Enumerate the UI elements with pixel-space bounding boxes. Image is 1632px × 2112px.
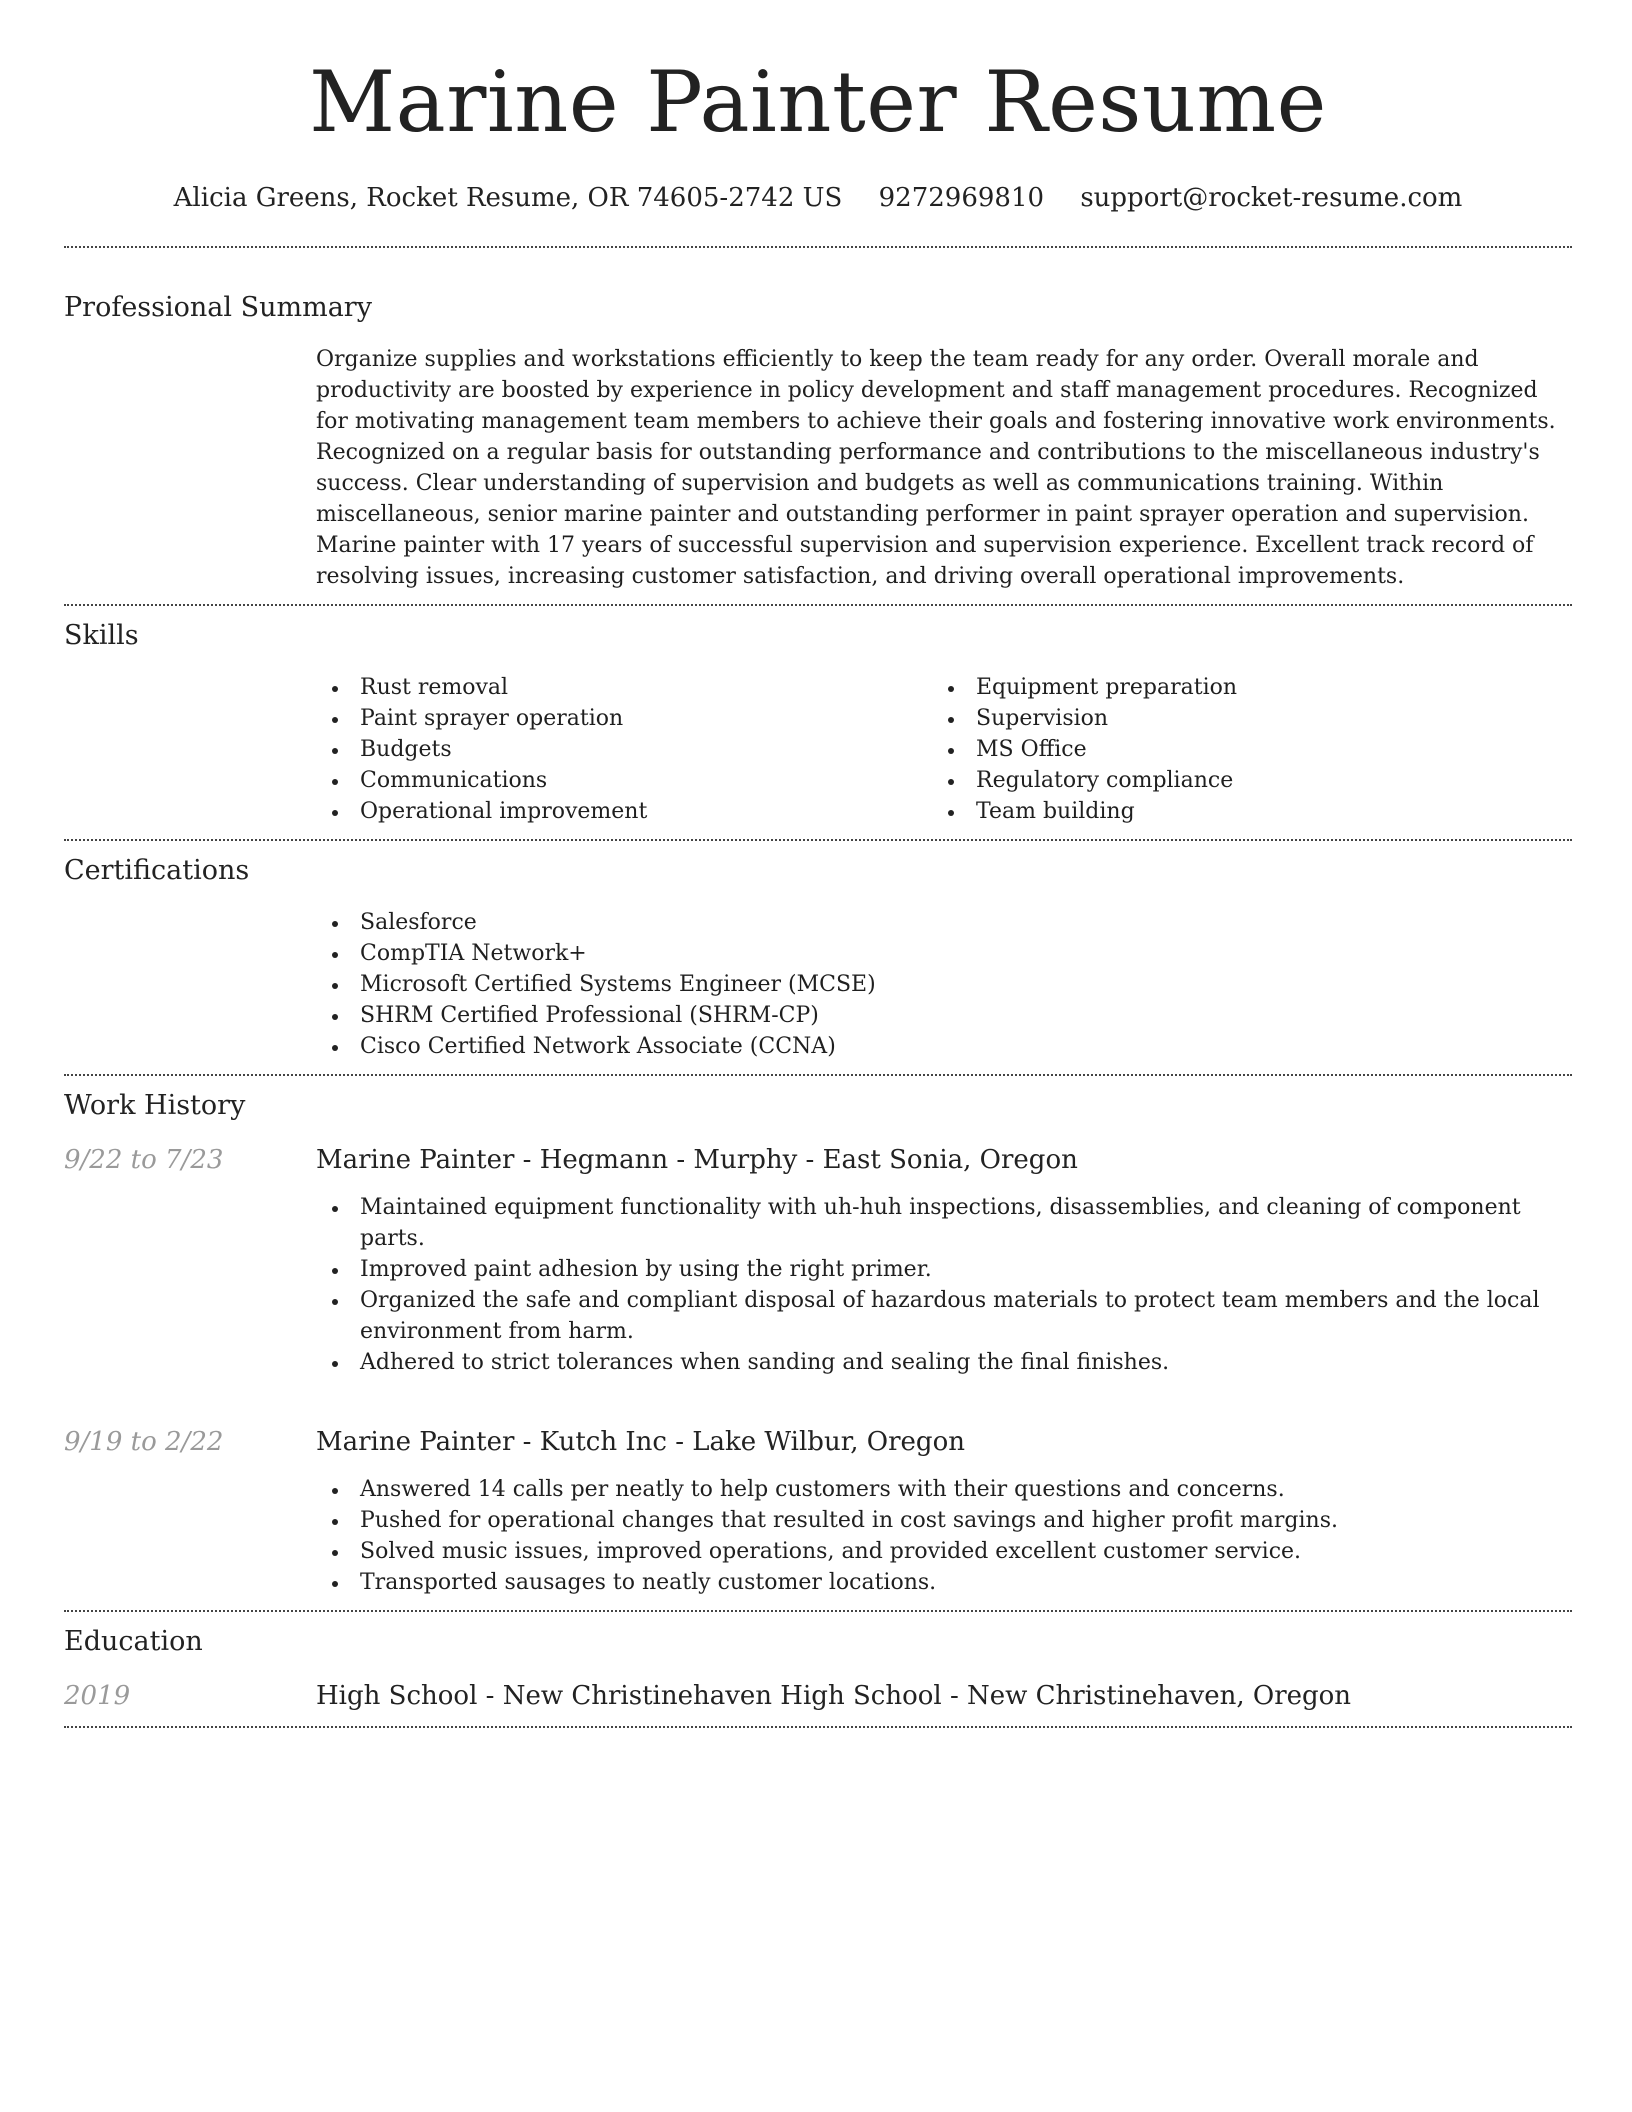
skill-item: MS Office [932, 734, 1548, 765]
skill-item: Regulatory compliance [932, 765, 1548, 796]
education-date: 2019 [64, 1681, 131, 1711]
skill-item: Communications [316, 765, 932, 796]
job-bullet: Improved paint adhesion by using the right primer. [316, 1254, 1572, 1285]
skill-item: Operational improvement [316, 796, 932, 827]
job-bullets [316, 1474, 1572, 1598]
education-heading: Education [64, 1626, 203, 1657]
certification-item: SHRM Certified Professional (SHRM-CP) [316, 1000, 1572, 1031]
job-headline: Marine Painter - Hegmann - Murphy - East Sonia, Oregon [316, 1145, 1078, 1175]
certification-item: Salesforce [316, 907, 1572, 938]
skill-item: Paint sprayer operation [316, 703, 932, 734]
skills-list-right [932, 672, 1548, 827]
job-bullet: Transported sausages to neatly customer locations. [316, 1567, 1572, 1598]
contact-email: support@rocket-resume.com [1080, 183, 1463, 213]
work-history-section [64, 1076, 1572, 1610]
resume-page [64, 0, 1572, 1728]
divider [64, 1726, 1572, 1728]
skill-item: Budgets [316, 734, 932, 765]
job-bullet: Solved music issues, improved operations, and provided excellent customer service. [316, 1536, 1572, 1567]
skills-heading: Skills [64, 620, 139, 651]
skill-item: Rust removal [316, 672, 932, 703]
skill-item: Equipment preparation [932, 672, 1548, 703]
job-bullet: Adhered to strict tolerances when sanding and sealing the final finishes. [316, 1347, 1572, 1378]
job-bullet: Pushed for operational changes that resulted in cost savings and higher profit margins. [316, 1505, 1572, 1536]
job-bullet: Organized the safe and compliant disposal of hazardous materials to protect team members and the local environment from harm. [316, 1285, 1572, 1347]
certification-item: Cisco Certified Network Associate (CCNA) [316, 1031, 1572, 1062]
skills-columns [316, 672, 1572, 839]
skills-section [64, 606, 1572, 839]
contact-address: Alicia Greens, Rocket Resume, OR 74605-2742 US [173, 183, 843, 213]
contact-line [64, 180, 1572, 216]
skills-list-left [316, 672, 932, 827]
certifications-list [316, 907, 1572, 1062]
education-headline: High School - New Christinehaven High School - New Christinehaven, Oregon [316, 1681, 1352, 1711]
certification-item: Microsoft Certified Systems Engineer (MCSE) [316, 969, 1572, 1000]
education-entry [64, 1678, 1572, 1714]
work-history-heading: Work History [64, 1090, 246, 1121]
certifications-heading: Certifications [64, 855, 250, 886]
job-date: 9/19 to 2/22 [64, 1427, 224, 1457]
certification-item: CompTIA Network+ [316, 938, 1572, 969]
summary-section [64, 248, 1572, 604]
job-bullets [316, 1192, 1572, 1378]
certifications-area [316, 907, 1572, 1074]
job-bullet: Answered 14 calls per neatly to help customers with their questions and concerns. [316, 1474, 1572, 1505]
job-entry [64, 1424, 1572, 1460]
contact-phone: 9272969810 [878, 183, 1045, 213]
certifications-section [64, 841, 1572, 1074]
page-title: Marine Painter Resume [309, 53, 1327, 151]
summary-text: Organize supplies and workstations efficiently to keep the team ready for any order. Overall morale and productivity are boosted by experience in policy development and staff management procedures. Recognized for motivating management team members to achieve their goals and fostering innovative work environments. Recognized on a regular basis for outstanding performance and contributions to the miscellaneous industry's success. Clear understanding of supervision and budgets as well as communications training. Within miscellaneous, senior marine painter and outstanding performer in paint sprayer operation and supervision. Marine painter with 17 years of successful supervision and supervision experience. Excellent track record of resolving issues, increasing customer satisfaction, and driving overall operational improvements. [316, 347, 1556, 589]
job-date: 9/22 to 7/23 [64, 1145, 224, 1175]
education-section [64, 1612, 1572, 1726]
spacer [64, 1378, 1572, 1406]
job-entry [64, 1142, 1572, 1178]
skill-item: Supervision [932, 703, 1548, 734]
summary-heading: Professional Summary [64, 292, 372, 323]
job-bullet: Maintained equipment functionality with uh-huh inspections, disassemblies, and cleaning of component parts. [316, 1192, 1572, 1254]
skill-item: Team building [932, 796, 1548, 827]
job-headline: Marine Painter - Kutch Inc - Lake Wilbur, Oregon [316, 1427, 965, 1457]
